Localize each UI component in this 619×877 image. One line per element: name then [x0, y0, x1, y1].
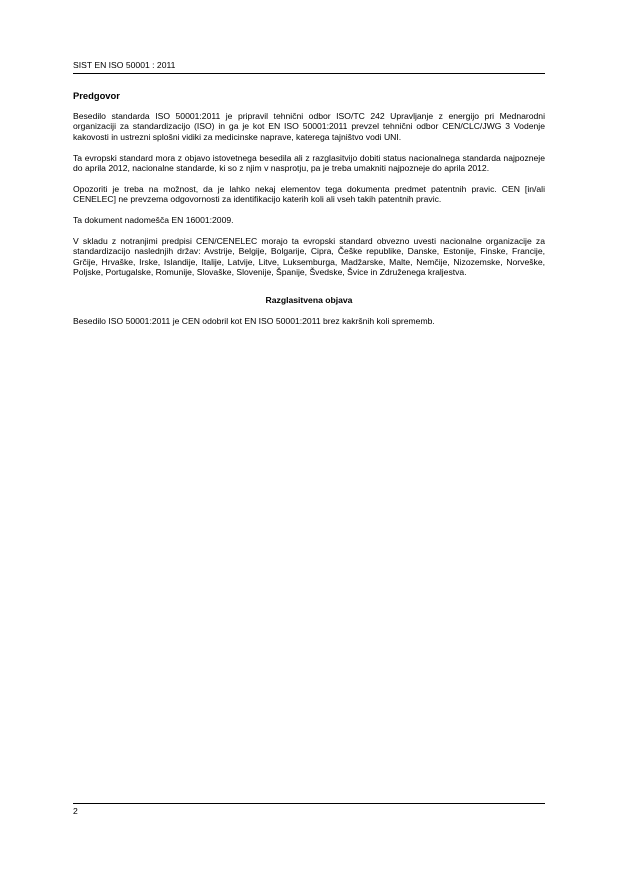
page-body: [73, 90, 545, 337]
foreword-paragraph: Ta dokument nadomešča EN 16001:2009.: [73, 215, 234, 226]
header-divider: [73, 73, 545, 74]
foreword-paragraph: Besedilo standarda ISO 50001:2011 je pripravil tehnični odbor ISO/TC 242 Upravljanje z energijo pri Mednarodni organizaciji za standardizacijo (ISO) in ga je kot EN ISO 50001:2011 prevzel tehnični odbor CEN/CLC/JWG 3 Vodenje kakovosti in ustrezni splošni vidiki za medicinske naprave, katerega tajništvo vodi UNI.: [73, 111, 545, 142]
foreword-paragraph: Ta evropski standard mora z objavo istovetnega besedila ali z razglasitvijo dobiti status nacionalnega standarda najpozneje do aprila 2012, nacionalne standarde, ki so z njim v nasprotju, pa je treba umakniti najpozneje do aprila 2012.: [73, 152, 545, 174]
page-number: 2: [73, 806, 78, 816]
foreword-paragraph: V skladu z notranjimi predpisi CEN/CENELEC morajo ta evropski standard obvezno uvesti nacionalne organizacije za standardizacijo naslednjih držav: Avstrije, Belgije, Bolgarije, Cipra, Češke republike, Danske, Estonije, Finske, Francije, Grčije, Hrvaške, Irske, Islandije, Italije, Latvije, Litve, Luksemburga, Madžarske, Malte, Nemčije, Nizozemske, Norveške, Poljske, Portugalske, Romunije, Slovaške, Slovenije, Španije, Švedske, Švice in Združenega kraljestva.: [73, 235, 545, 278]
foreword-paragraph: Opozoriti je treba na možnost, da je lahko nekaj elementov tega dokumenta predmet patentnih pravic. CEN [in/ali CENELEC] ne prevzema odgovornosti za identifikacijo katerih koli ali vseh takih patentnih pravic.: [73, 183, 545, 205]
footer-divider: [73, 803, 545, 804]
announcement-paragraph: Besedilo ISO 50001:2011 je CEN odobril kot EN ISO 50001:2011 brez kakršnih koli sprememb.: [73, 316, 435, 327]
running-header: SIST EN ISO 50001 : 2011: [73, 60, 176, 70]
foreword-heading: Predgovor: [73, 90, 120, 101]
announcement-heading: Razglasitvena objava: [265, 295, 353, 306]
